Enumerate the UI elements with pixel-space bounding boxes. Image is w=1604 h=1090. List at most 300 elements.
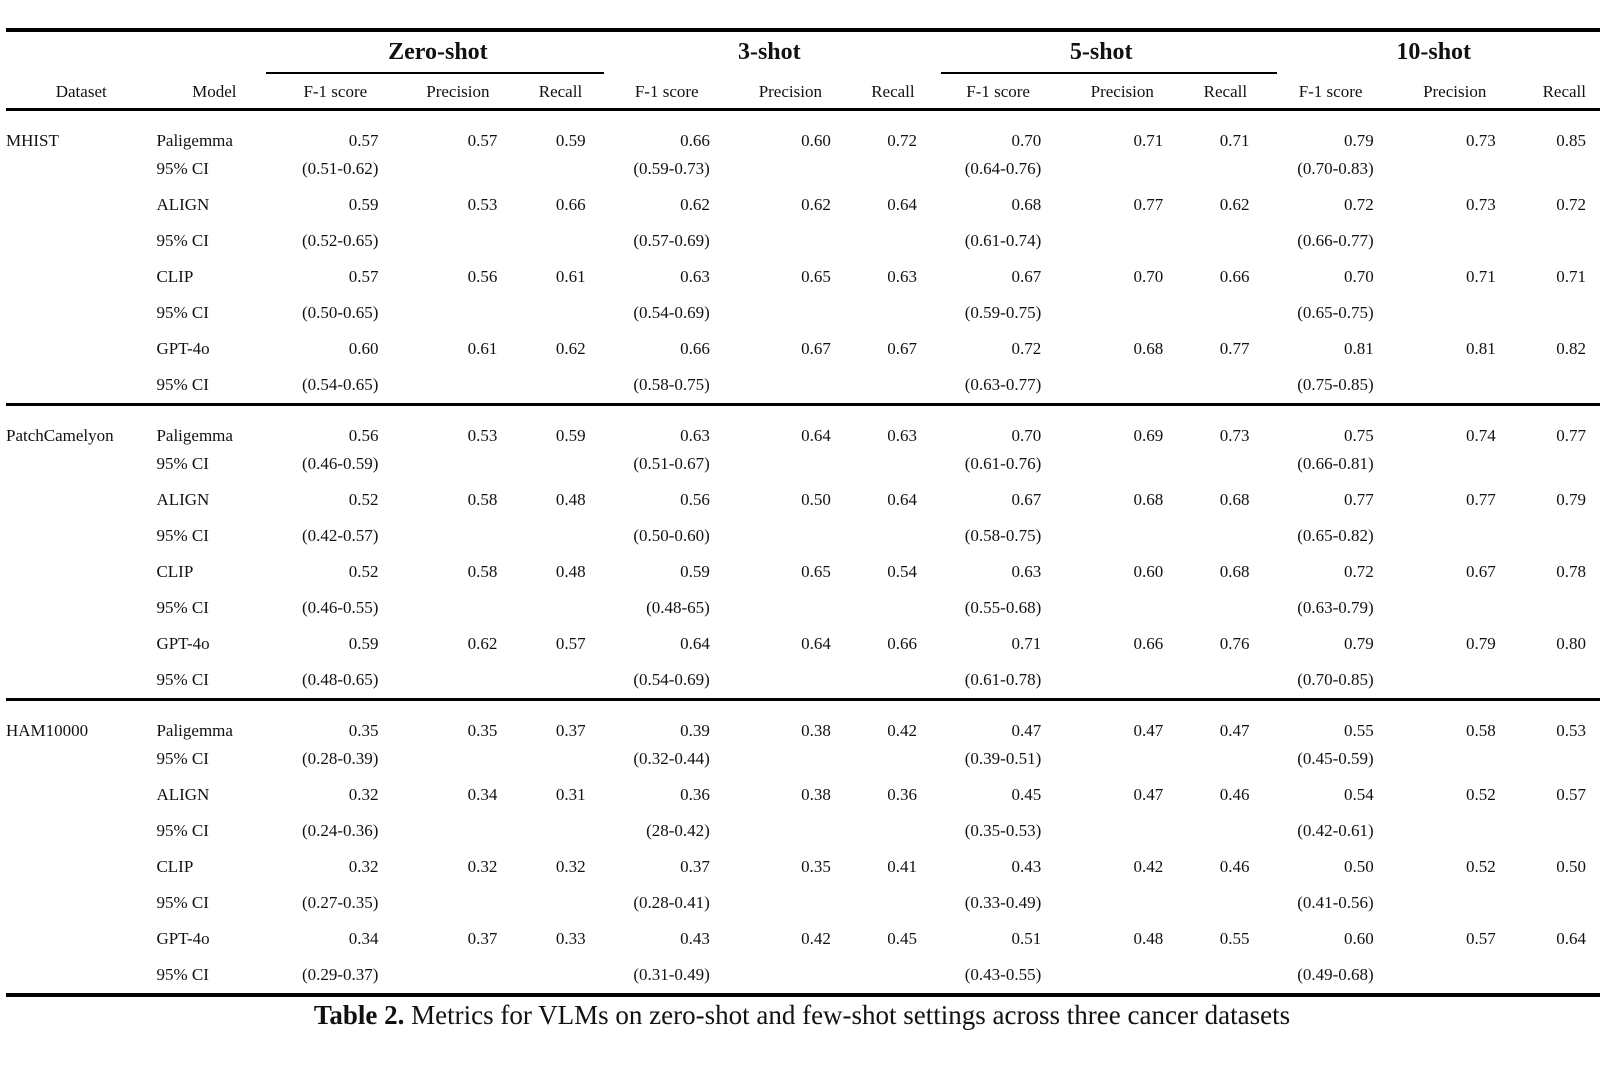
f1-value: 0.63 [680,426,710,445]
f1-value: 0.59 [680,562,710,581]
ci-value: (0.54-0.65) [272,367,398,405]
caption-text: Metrics for VLMs on zero-shot and few-shot settings across three cancer datasets [404,1000,1291,1030]
f1-value: 0.71 [1011,634,1042,653]
model-name: CLIP [156,857,194,876]
empty-cell [851,885,935,921]
precision-value: 0.65 [801,267,831,286]
ci-row [6,662,1600,700]
precision-value: 0.77 [1465,490,1496,509]
ci-label: 95% CI [156,749,209,768]
empty-cell [1183,662,1267,700]
empty-cell [1061,518,1183,554]
f1-value: 0.43 [680,929,710,948]
precision-value: 0.38 [801,721,831,740]
empty-cell [6,885,156,921]
recall-value: 0.66 [1219,267,1250,286]
empty-cell [1061,813,1183,849]
empty-cell [730,741,851,777]
f1-value: 0.77 [1343,490,1374,509]
dataset-name [6,482,156,518]
precision-value: 0.61 [467,339,498,358]
empty-cell [1516,662,1600,700]
precision-value: 0.68 [1133,490,1164,509]
precision-value: 0.62 [467,634,498,653]
empty-cell [1394,885,1516,921]
precision-value: 0.64 [801,634,831,653]
ci-value: (0.28-0.39) [301,749,379,768]
precision-value: 0.58 [1465,721,1496,740]
f1-value: 0.50 [1343,857,1374,876]
precision-value: 0.38 [801,785,831,804]
f1-value: 0.47 [1011,721,1042,740]
col-model: Model [156,76,272,110]
ci-label: 95% CI [156,231,209,250]
precision-value: 0.47 [1133,721,1164,740]
model-name: GPT-4o [156,634,210,653]
f1-value: 0.70 [1343,267,1374,286]
recall-value: 0.82 [1556,339,1586,358]
empty-cell [517,295,603,331]
precision-value: 0.71 [1465,267,1496,286]
empty-cell [1516,590,1600,626]
recall-value: 0.64 [887,195,917,214]
ci-value: (0.50-0.60) [633,526,710,545]
empty-cell [1061,590,1183,626]
empty-cell [1516,223,1600,259]
empty-cell [6,151,156,187]
ci-value: (0.54-0.69) [604,662,730,700]
ci-value: (0.54-0.69) [633,303,710,322]
empty-cell [398,446,517,482]
ci-value: (0.46-0.55) [301,598,379,617]
model-name: CLIP [156,562,194,581]
empty-cell [1183,446,1267,482]
recall-value: 0.36 [887,785,917,804]
precision-value: 0.66 [1133,634,1164,653]
empty-cell [6,518,156,554]
recall-value: 0.54 [887,562,917,581]
ci-value: (0.75-0.85) [1267,367,1393,405]
f1-value: 0.56 [680,490,710,509]
empty-cell [517,590,603,626]
dataset-name: PatchCamelyon [6,426,114,445]
ci-value: (0.27-0.35) [301,893,379,912]
empty-cell [730,295,851,331]
f1-value: 0.52 [348,562,379,581]
empty-cell [1394,741,1516,777]
f1-value: 0.60 [1343,929,1374,948]
ci-value: (0.59-0.73) [633,159,710,178]
ci-value: (0.28-0.41) [633,893,710,912]
ci-value: (0.58-0.75) [604,367,730,405]
empty-cell [1516,295,1600,331]
f1-value: 0.57 [348,131,379,150]
recall-value: 0.45 [887,929,917,948]
precision-value: 0.65 [801,562,831,581]
f1-value: 0.54 [1343,785,1374,804]
table-row [6,331,1600,367]
ci-value: (0.39-0.51) [964,749,1042,768]
empty-cell [398,885,517,921]
f1-value: 0.57 [348,267,379,286]
ci-value: (0.57-0.69) [633,231,710,250]
table-caption [0,1000,1604,1031]
f1-value: 0.66 [680,339,710,358]
column-header-row [6,76,1600,110]
recall-value: 0.48 [555,562,586,581]
precision-value: 0.77 [1133,195,1164,214]
precision-value: 0.57 [467,131,498,150]
ci-value: (0.61-0.74) [964,231,1042,250]
ci-row [6,885,1600,921]
precision-value: 0.52 [1465,785,1496,804]
empty-cell [6,590,156,626]
precision-value: 0.34 [467,785,498,804]
empty-cell [730,518,851,554]
ci-value: (0.42-0.61) [1297,821,1374,840]
recall-value: 0.57 [555,634,586,653]
table-row [6,849,1600,885]
empty-cell [1394,518,1516,554]
empty-cell [851,151,935,187]
empty-cell [517,518,603,554]
recall-value: 0.46 [1219,857,1250,876]
ci-row [6,590,1600,626]
f1-value: 0.60 [348,339,379,358]
model-name: GPT-4o [156,339,210,358]
col-precision: Precision [730,76,851,110]
empty-cell [851,367,935,405]
ci-value: (0.48-65) [646,598,710,617]
ci-value: (0.59-0.75) [964,303,1042,322]
empty-cell [1183,151,1267,187]
precision-value: 0.70 [1133,267,1164,286]
precision-value: 0.35 [801,857,831,876]
f1-value: 0.64 [680,634,710,653]
f1-value: 0.66 [680,131,710,150]
ci-value: (0.65-0.82) [1297,526,1374,545]
group-5-shot: 5-shot [935,28,1267,76]
empty-cell [1183,813,1267,849]
col-precision: Precision [1394,76,1516,110]
empty-cell [398,367,517,405]
dataset-name [6,331,156,367]
precision-value: 0.32 [467,857,498,876]
model-name: CLIP [156,267,194,286]
f1-value: 0.62 [680,195,710,214]
precision-value: 0.53 [467,195,498,214]
empty-cell [1516,813,1600,849]
empty-cell [1061,151,1183,187]
recall-value: 0.72 [1556,195,1586,214]
ci-value: (0.43-0.55) [935,957,1061,995]
empty-cell [517,741,603,777]
model-name: ALIGN [156,195,210,214]
col-precision: Precision [1061,76,1183,110]
empty-cell [730,662,851,700]
empty-cell [517,813,603,849]
ci-label: 95% CI [156,526,209,545]
empty-cell [730,813,851,849]
recall-value: 0.66 [555,195,586,214]
precision-value: 0.81 [1465,339,1496,358]
ci-value: (0.29-0.37) [272,957,398,995]
recall-value: 0.67 [887,339,917,358]
ci-value: (0.61-0.78) [935,662,1061,700]
col-f1: F-1 score [604,76,730,110]
empty-cell [730,590,851,626]
ci-label: 95% CI [156,159,209,178]
precision-value: 0.50 [801,490,831,509]
dataset-name [6,849,156,885]
ci-value: (0.32-0.44) [633,749,710,768]
empty-cell [6,367,156,405]
empty-cell [398,151,517,187]
recall-value: 0.50 [1556,857,1586,876]
recall-value: 0.46 [1219,785,1250,804]
precision-value: 0.42 [1133,857,1164,876]
empty-cell [1516,151,1600,187]
ci-row [6,518,1600,554]
f1-value: 0.70 [1011,131,1042,150]
ci-row [6,957,1600,995]
ci-value: (0.46-0.59) [301,454,379,473]
empty-cell [1394,813,1516,849]
empty-cell [1183,223,1267,259]
precision-value: 0.71 [1133,131,1164,150]
empty-cell [730,367,851,405]
empty-cell [1516,518,1600,554]
empty-cell [1061,957,1183,995]
ci-value: (0.64-0.76) [964,159,1042,178]
precision-value: 0.37 [467,929,498,948]
ci-value: (0.50-0.65) [301,303,379,322]
recall-value: 0.57 [1556,785,1586,804]
precision-value: 0.74 [1465,426,1496,445]
empty-cell [398,518,517,554]
precision-value: 0.64 [801,426,831,445]
empty-cell [1061,885,1183,921]
recall-value: 0.66 [887,634,917,653]
recall-value: 0.63 [887,267,917,286]
recall-value: 0.68 [1219,490,1250,509]
table-row [6,259,1600,295]
ci-value: (0.31-0.49) [604,957,730,995]
empty-cell [1516,741,1600,777]
dataset-name [6,259,156,295]
f1-value: 0.72 [1011,339,1042,358]
empty-cell [1516,957,1600,995]
recall-value: 0.63 [887,426,917,445]
ci-label: 95% CI [156,598,209,617]
dataset-name: HAM10000 [6,721,89,740]
ci-value: (0.45-0.59) [1297,749,1374,768]
ci-value: (0.63-0.77) [935,367,1061,405]
model-name: ALIGN [156,785,210,804]
ci-value: (0.70-0.83) [1297,159,1374,178]
ci-row [6,367,1600,405]
caption-label: Table 2. [313,1000,405,1030]
empty-cell [730,957,851,995]
empty-cell [6,957,156,995]
empty-cell [517,885,603,921]
col-recall: Recall [517,76,603,110]
table-row [6,626,1600,662]
empty-cell [6,223,156,259]
f1-value: 0.56 [348,426,379,445]
ci-label: 95% CI [156,821,209,840]
empty-cell [398,223,517,259]
col-f1: F-1 score [935,76,1061,110]
recall-value: 0.78 [1556,562,1586,581]
f1-value: 0.52 [348,490,379,509]
ci-value: (0.70-0.85) [1267,662,1393,700]
f1-value: 0.51 [1011,929,1042,948]
model-name: Paligemma [156,426,233,445]
f1-value: 0.37 [680,857,710,876]
recall-value: 0.42 [887,721,917,740]
precision-value: 0.79 [1465,634,1496,653]
empty-cell [1061,367,1183,405]
col-recall: Recall [1183,76,1267,110]
recall-value: 0.62 [1219,195,1250,214]
precision-value: 0.57 [1465,929,1496,948]
model-name: Paligemma [156,721,233,740]
f1-value: 0.59 [348,634,379,653]
precision-value: 0.58 [467,562,498,581]
ci-row [6,813,1600,849]
precision-value: 0.62 [801,195,831,214]
f1-value: 0.79 [1343,131,1374,150]
f1-value: 0.67 [1011,490,1042,509]
empty-cell [517,957,603,995]
f1-value: 0.63 [1011,562,1042,581]
ci-row [6,151,1600,187]
empty-cell [1061,446,1183,482]
recall-value: 0.76 [1219,634,1250,653]
precision-value: 0.68 [1133,339,1164,358]
recall-value: 0.62 [555,339,586,358]
empty-cell [6,813,156,849]
precision-value: 0.58 [467,490,498,509]
recall-value: 0.71 [1219,131,1250,150]
recall-value: 0.68 [1219,562,1250,581]
recall-value: 0.77 [1219,339,1250,358]
col-precision: Precision [398,76,517,110]
dataset-name [6,777,156,813]
ci-value: (0.66-0.77) [1297,231,1374,250]
col-dataset: Dataset [6,76,156,110]
empty-cell [1183,885,1267,921]
f1-value: 0.35 [348,721,379,740]
ci-row [6,295,1600,331]
results-table [6,28,1600,997]
empty-cell [1394,662,1516,700]
empty-cell [1183,741,1267,777]
empty-cell [517,223,603,259]
empty-cell [1061,295,1183,331]
recall-value: 0.33 [555,929,586,948]
empty-cell [1394,295,1516,331]
model-name: Paligemma [156,131,233,150]
ci-label: 95% CI [156,454,209,473]
col-recall: Recall [851,76,935,110]
empty-cell [1394,223,1516,259]
empty-cell [1516,367,1600,405]
group-3-shot: 3-shot [737,38,801,65]
model-name: GPT-4o [156,929,210,948]
ci-value: (0.66-0.81) [1297,454,1374,473]
table-row [6,777,1600,813]
precision-value: 0.42 [801,929,831,948]
recall-value: 0.59 [555,426,586,445]
model-name: ALIGN [156,490,210,509]
empty-cell [1183,590,1267,626]
recall-value: 0.37 [555,721,586,740]
empty-cell [6,446,156,482]
empty-cell [517,662,603,700]
empty-cell [1394,367,1516,405]
f1-value: 0.39 [680,721,710,740]
dataset-name [6,187,156,223]
precision-value: 0.73 [1465,195,1496,214]
empty-cell [398,590,517,626]
precision-value: 0.67 [1465,562,1496,581]
empty-cell [398,662,517,700]
recall-value: 0.85 [1556,131,1586,150]
group-zero-shot: Zero-shot [272,28,603,76]
f1-value: 0.59 [348,195,379,214]
f1-value: 0.67 [1011,267,1042,286]
f1-value: 0.43 [1011,857,1042,876]
ci-value: (0.52-0.65) [301,231,379,250]
f1-value: 0.72 [1343,195,1374,214]
precision-value: 0.69 [1133,426,1164,445]
ci-value: (0.58-0.75) [964,526,1042,545]
empty-cell [730,223,851,259]
recall-value: 0.72 [887,131,917,150]
empty-cell [1183,518,1267,554]
precision-value: 0.35 [467,721,498,740]
empty-cell [851,223,935,259]
ci-label: 95% CI [156,303,209,322]
ci-value: (0.33-0.49) [964,893,1042,912]
empty-cell [1183,957,1267,995]
empty-cell [517,446,603,482]
empty-cell [1394,151,1516,187]
recall-value: 0.64 [1556,929,1586,948]
precision-value: 0.67 [801,339,831,358]
ci-label: 95% CI [156,662,272,700]
recall-value: 0.73 [1219,426,1250,445]
empty-cell [517,367,603,405]
recall-value: 0.47 [1219,721,1250,740]
ci-value: (0.42-0.57) [301,526,379,545]
f1-value: 0.34 [348,929,379,948]
precision-value: 0.47 [1133,785,1164,804]
dataset-name [6,921,156,957]
empty-cell [851,446,935,482]
ci-value: (28-0.42) [646,821,710,840]
ci-value: (0.35-0.53) [964,821,1042,840]
empty-cell [730,151,851,187]
empty-cell [1394,957,1516,995]
empty-cell [6,295,156,331]
empty-cell [851,295,935,331]
precision-value: 0.53 [467,426,498,445]
ci-value: (0.49-0.68) [1267,957,1393,995]
f1-value: 0.70 [1011,426,1042,445]
